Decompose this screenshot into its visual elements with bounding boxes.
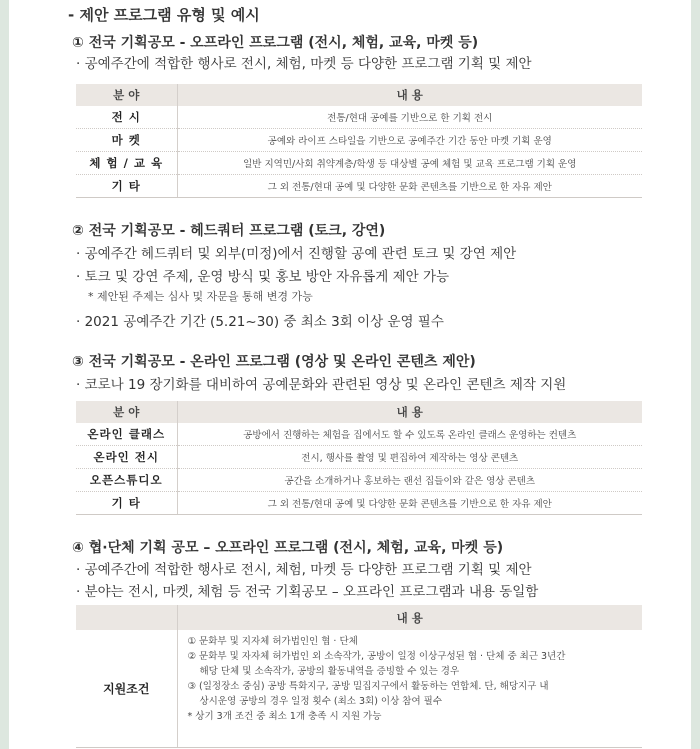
section-4-bullet-2: · 분야는 전시, 마켓, 체험 등 전국 기획공모 – 오프라인 프로그램과 내용 동일함	[76, 584, 539, 600]
row-description: 전통/현대 공예를 기반으로 한 기획 전시	[177, 106, 642, 129]
section-1-bullet: · 공예주간에 적합한 행사로 전시, 체험, 마켓 등 다양한 프로그램 기획 및 제안	[76, 56, 532, 72]
table-row	[76, 106, 642, 129]
header-content: 내 용	[177, 84, 642, 106]
row-description: 공방에서 진행하는 체험을 집에서도 할 수 있도록 온라인 클래스 운영하는 컨텐츠	[177, 423, 642, 446]
condition-item-continued: 상시운영 공방의 경우 일정 횟수 (최소 3회) 이상 참여 필수	[199, 696, 443, 707]
row-category: 기 타	[76, 175, 177, 198]
condition-item: ③ (일정장소 중심) 공방 특화지구, 공방 밀집지구에서 활동하는 연합체. 단, 해당지구 내	[187, 681, 549, 692]
section-4-bullet-1: · 공예주간에 적합한 행사로 전시, 체험, 마켓 등 다양한 프로그램 기획 및 제안	[76, 562, 532, 578]
header-field: 분 야	[76, 84, 177, 106]
row-category: 온라인 클래스	[76, 423, 177, 446]
table-header-row	[76, 605, 642, 630]
row-category: 온라인 전시	[76, 446, 177, 469]
section-4-heading: ④ 협·단체 기획 공모 – 오프라인 프로그램 (전시, 체험, 교육, 마켓 등)	[72, 540, 504, 556]
section-1-table	[76, 84, 642, 198]
row-description: 전시, 행사를 촬영 및 편집하여 제작하는 영상 콘텐츠	[177, 446, 642, 469]
condition-note: * 상기 3개 조건 중 최소 1개 충족 시 지원 가능	[187, 711, 382, 722]
header-content: 내 용	[177, 605, 642, 630]
page-title: - 제안 프로그램 유형 및 예시	[68, 6, 260, 24]
table-header-row	[76, 84, 642, 106]
section-2-bullet-3: · 2021 공예주간 기간 (5.21~30) 중 최소 3회 이상 운영 필수	[76, 314, 444, 330]
row-category: 체 험 / 교 육	[76, 152, 177, 175]
condition-list	[177, 630, 642, 748]
row-description: 그 외 전통/현대 공예 및 다양한 문화 콘텐츠를 기반으로 한 자유 제안	[177, 492, 642, 515]
table-row	[76, 469, 642, 492]
header-blank	[76, 605, 177, 630]
table-row	[76, 446, 642, 469]
table-row	[76, 129, 642, 152]
table-row	[76, 630, 642, 748]
row-description: 그 외 전통/현대 공예 및 다양한 문화 콘텐츠를 기반으로 한 자유 제안	[177, 175, 642, 198]
condition-item: ② 문화부 및 자자체 허가법인 외 소속작가, 공방이 일정 이상구성된 협 · 단체 중 최근 3년간	[187, 651, 566, 662]
section-3-table	[76, 401, 642, 515]
section-4-table	[76, 605, 642, 748]
row-description: 공예와 라이프 스타일을 기반으로 공예주간 기간 동안 마켓 기획 운영	[177, 129, 642, 152]
table-row	[76, 175, 642, 198]
header-content: 내 용	[177, 401, 642, 423]
condition-item: ① 문화부 및 지자체 허가법인인 협 · 단체	[187, 636, 358, 647]
table-row	[76, 492, 642, 515]
row-category: 마 켓	[76, 129, 177, 152]
section-3-bullet: · 코로나 19 장기화를 대비하여 공예문화와 관련된 영상 및 온라인 콘텐츠 제작 지원	[76, 377, 567, 393]
row-category: 전 시	[76, 106, 177, 129]
table-row	[76, 423, 642, 446]
row-category: 오픈스튜디오	[76, 469, 177, 492]
section-1-heading: ① 전국 기획공모 - 오프라인 프로그램 (전시, 체험, 교육, 마켓 등)	[72, 35, 479, 51]
table-header-row	[76, 401, 642, 423]
section-2-note: * 제안된 주제는 심사 및 자문을 통해 변경 가능	[88, 290, 313, 303]
section-2-bullet-2: · 토크 및 강연 주제, 운영 방식 및 홍보 방안 자유롭게 제안 가능	[76, 269, 450, 285]
row-description: 공간을 소개하거나 홍보하는 랜선 집들이와 같은 영상 콘텐츠	[177, 469, 642, 492]
section-2-heading: ② 전국 기획공모 - 헤드쿼터 프로그램 (토크, 강연)	[72, 223, 386, 239]
header-field: 분 야	[76, 401, 177, 423]
table-row	[76, 152, 642, 175]
section-2-bullet-1: · 공예주간 헤드쿼터 및 외부(미정)에서 진행할 공예 관련 토크 및 강연 제안	[76, 246, 517, 262]
condition-item-continued: 해당 단체 및 소속작가, 공방의 활동내역을 증빙할 수 있는 경우	[199, 666, 460, 677]
row-description: 일반 지역민/사회 취약계층/학생 등 대상별 공예 체험 및 교육 프로그램 기획 운영	[177, 152, 642, 175]
section-3-heading: ③ 전국 기획공모 - 온라인 프로그램 (영상 및 온라인 콘텐츠 제안)	[72, 354, 476, 370]
row-category: 기 타	[76, 492, 177, 515]
row-category: 지원조건	[76, 630, 177, 748]
